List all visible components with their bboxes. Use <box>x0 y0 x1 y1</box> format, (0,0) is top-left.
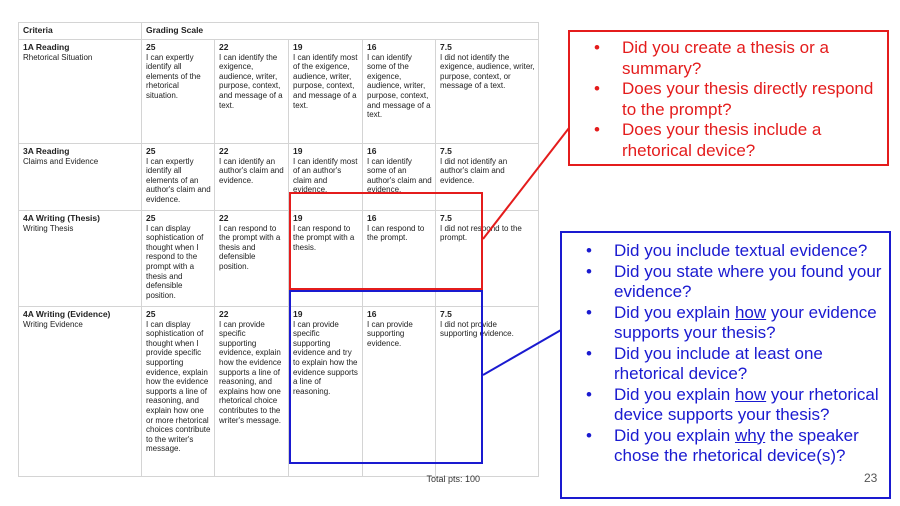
score-description: I did not provide supporting evidence. <box>440 319 514 339</box>
score-description: I can display sophistication of thought when I respond to the prompt with a thesis and defensible position. <box>146 223 204 300</box>
list-item-text: the speaker chose the rhetorical device(s)? <box>614 425 859 465</box>
list-item-text: Did you explain <box>614 302 735 322</box>
score-points: 7.5 <box>440 309 452 319</box>
list-item <box>576 344 883 385</box>
score-description: I did not identify the exigence, audience, writer, purpose, context, or message of a text. <box>440 52 535 91</box>
criteria-subtitle: Rhetorical Situation <box>23 52 93 62</box>
score-points: 19 <box>293 213 303 223</box>
score-points: 22 <box>219 146 229 156</box>
score-points: 25 <box>146 309 156 319</box>
score-description: I can respond to the prompt with a thesis. <box>293 223 355 252</box>
score-description: I did not respond to the prompt. <box>440 223 522 243</box>
score-points: 7.5 <box>440 146 452 156</box>
score-points: 25 <box>146 42 156 52</box>
score-points: 22 <box>219 42 229 52</box>
blue-connector-line <box>483 330 561 375</box>
score-description: I can expertly identify all elements of the rhetorical situation. <box>146 52 201 100</box>
header-criteria: Criteria <box>19 23 142 40</box>
score-points: 7.5 <box>440 42 452 52</box>
thesis-questions-list <box>584 38 881 161</box>
underlined-word: how <box>734 384 767 404</box>
score-description: I can identify the exigence, audience, writer, purpose, context, and message of a text. <box>219 52 283 110</box>
header-grading-scale: Grading Scale <box>142 23 539 40</box>
list-item <box>576 385 883 426</box>
criteria-subtitle: Claims and Evidence <box>23 156 99 166</box>
score-points: 16 <box>367 213 377 223</box>
score-points: 25 <box>146 213 156 223</box>
evidence-questions-list <box>576 241 883 467</box>
score-description: I can respond to the prompt. <box>367 223 425 243</box>
list-item: • Did you create a thesis or a summary? <box>584 38 881 79</box>
criteria-name: 4A Writing (Evidence) <box>23 309 111 319</box>
total-points: Total pts: 100 <box>426 474 480 484</box>
score-description: I can provide supporting evidence. <box>367 319 413 348</box>
score-points: 16 <box>367 309 377 319</box>
score-description: I can identify some of the exigence, audience, writer, purpose, context, and message of a text. <box>367 52 431 120</box>
underlined-word: why <box>734 425 766 445</box>
list-item <box>576 426 883 467</box>
list-item-text: Did you state where you found your evidence? <box>614 261 882 301</box>
score-points: 16 <box>367 146 377 156</box>
criteria-subtitle: Writing Thesis <box>23 223 74 233</box>
list-item <box>576 262 883 303</box>
score-points: 16 <box>367 42 377 52</box>
red-connector-line <box>483 128 569 239</box>
score-description: I can display sophistication of thought when I provide specific supporting evidence, explain how the evidence supports a line of reasoning, and explain how one or more rhetorical choices contribute to the writer's message. <box>146 319 211 454</box>
criteria-subtitle: Writing Evidence <box>23 319 83 329</box>
score-description: I did not identify an author's claim and evidence. <box>440 156 508 185</box>
thesis-questions-callout <box>568 30 889 166</box>
score-description: I can expertly identify all elements of an author's claim and evidence. <box>146 156 211 204</box>
score-points: 19 <box>293 146 303 156</box>
evidence-questions-callout <box>560 231 891 499</box>
score-description: I can respond to the prompt with a thesis and defensible position. <box>219 223 281 271</box>
list-item-text: Did you explain <box>614 384 735 404</box>
score-points: 7.5 <box>440 213 452 223</box>
list-item-text: your rhetorical device supports your thesis? <box>614 384 879 424</box>
score-points: 22 <box>219 213 229 223</box>
list-item-text: Did you include textual evidence? <box>614 241 868 260</box>
score-points: 22 <box>219 309 229 319</box>
list-item: • Does your thesis include a rhetorical device? <box>584 120 881 161</box>
score-points: 19 <box>293 309 303 319</box>
list-item-text: Did you explain <box>614 425 735 445</box>
score-description: I can provide specific supporting evidence and try to explain how the evidence supports a line of reasoning. <box>293 319 358 396</box>
list-item-text: your evidence supports your thesis? <box>614 302 877 342</box>
score-points: 19 <box>293 42 303 52</box>
list-item <box>576 303 883 344</box>
criteria-name: 1A Reading <box>23 42 70 52</box>
score-description: I can identify some of an author's claim and evidence. <box>367 156 432 195</box>
score-description: I can identify most of an author's claim and evidence. <box>293 156 358 195</box>
score-description: I can identify most of the exigence, audience, writer, purpose, context, and message of a text. <box>293 52 358 110</box>
list-item: • Does your thesis directly respond to the prompt? <box>584 79 881 120</box>
list-item <box>576 241 883 262</box>
criteria-name: 4A Writing (Thesis) <box>23 213 100 223</box>
score-points: 25 <box>146 146 156 156</box>
criteria-name: 3A Reading <box>23 146 70 156</box>
score-description: I can identify an author's claim and evidence. <box>219 156 284 185</box>
score-description: I can provide specific supporting evidence, explain how the evidence supports a line of reasoning, and explains how one rhetorical choice contributes to the writer's message. <box>219 319 282 425</box>
underlined-word: how <box>734 302 767 322</box>
page-number: 23 <box>864 471 878 485</box>
list-item-text: Did you include at least one rhetorical device? <box>614 343 823 383</box>
